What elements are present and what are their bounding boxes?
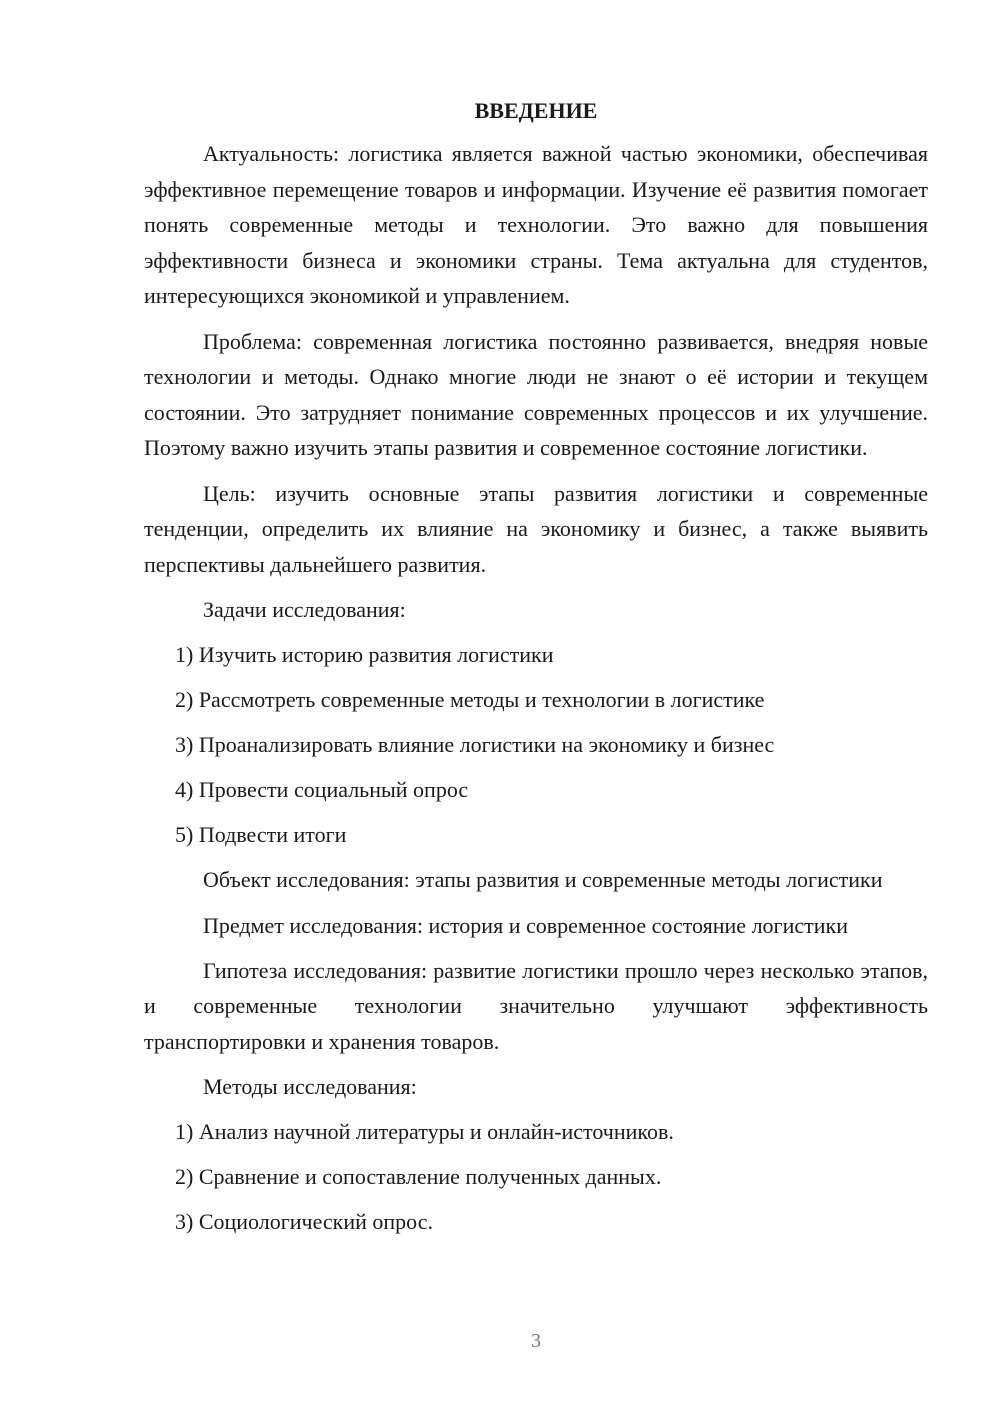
list-item: 1) Анализ научной литературы и онлайн-источников. bbox=[175, 1119, 674, 1144]
page-number: 3 bbox=[531, 1330, 541, 1352]
subject-paragraph: Предмет исследования: история и современное состояние логистики bbox=[203, 912, 848, 938]
goal-paragraph: Цель: изучить основные этапы развития логистики и современные тенденции, определить их влияние на экономику и бизнес, а также выявить перспективы дальнейшего развития. bbox=[144, 480, 928, 577]
tasks-heading: Задачи исследования: bbox=[203, 597, 406, 622]
methods-heading: Методы исследования: bbox=[203, 1074, 417, 1099]
document-page bbox=[144, 96, 928, 1249]
tasks-list bbox=[144, 637, 928, 852]
page-title: ВВЕДЕНИЕ bbox=[474, 98, 598, 123]
problem-paragraph: Проблема: современная логистика постоянно развивается, внедряя новые технологии и методы. Однако многие люди не знают о её истории и текущем состоянии. Это затрудняет понимание современных процессов и их улучшение. Поэтому важно изучить этапы развития и современное состояние логистики. bbox=[144, 328, 928, 460]
list-item: 4) Провести социальный опрос bbox=[175, 777, 469, 802]
methods-list bbox=[144, 1114, 928, 1239]
relevance-paragraph: Актуальность: логистика является важной частью экономики, обеспечивая эффективное перемещение товаров и информации. Изучение её развития помогает понять современные методы и технологии. Это важно для повышения эффективности бизнеса и экономики страны. Тема актуальна для студентов, интересующихся экономикой и управлением. bbox=[144, 141, 928, 308]
list-item: 1) Изучить историю развития логистики bbox=[175, 642, 554, 667]
list-item: 3) Социологический опрос. bbox=[175, 1209, 433, 1234]
object-paragraph: Объект исследования: этапы развития и современные методы логистики bbox=[203, 867, 883, 892]
hypothesis-paragraph: Гипотеза исследования: развитие логистики прошло через несколько этапов, и современные технологии значительно улучшают эффективность транспортировки и хранения товаров. bbox=[144, 957, 928, 1054]
list-item: 2) Рассмотреть современные методы и технологии в логистике bbox=[175, 687, 765, 712]
list-item: 2) Сравнение и сопоставление полученных данных. bbox=[175, 1164, 662, 1189]
list-item: 5) Подвести итоги bbox=[175, 822, 347, 847]
list-item: 3) Проанализировать влияние логистики на экономику и бизнес bbox=[175, 732, 775, 757]
